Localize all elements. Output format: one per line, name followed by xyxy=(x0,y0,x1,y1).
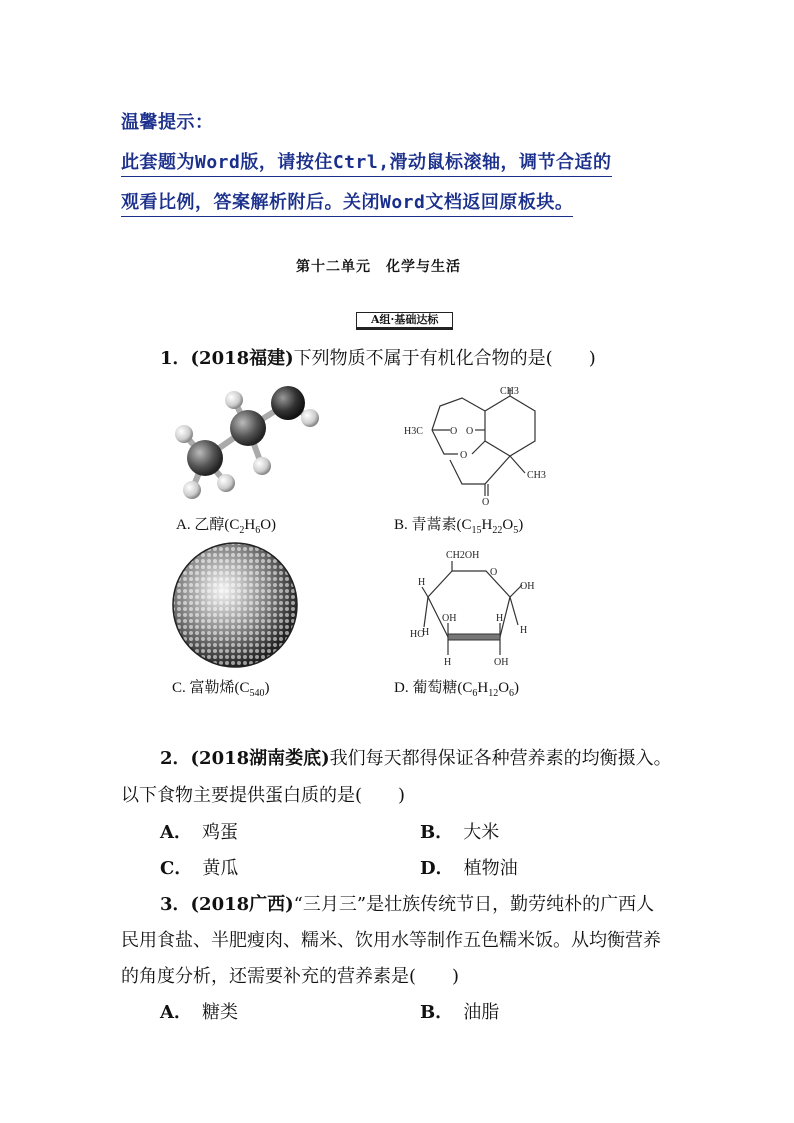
fd-5: 6 xyxy=(509,688,515,699)
question-1-stem: 下列物质不属于有机化合物的是( ) xyxy=(293,348,596,369)
g-oh-1: OH xyxy=(520,581,535,592)
option-d-label: D. 葡萄糖 xyxy=(394,680,458,696)
question-3-stem-2: 民用食盐、半肥瘦肉、糯米、饮用水等制作五色糯米饭。从均衡营养 xyxy=(121,930,661,951)
q2-option-a xyxy=(160,818,238,844)
q2-option-c-key: C． xyxy=(160,858,193,879)
option-c-label: C. 富勒烯 xyxy=(172,680,235,696)
label-o-1: O xyxy=(450,426,458,437)
fb-2: H xyxy=(481,517,493,533)
q2-option-c-text: 黄瓜 xyxy=(202,858,239,879)
q2-option-b-text: 大米 xyxy=(463,822,500,843)
q2-option-d-key: D． xyxy=(420,858,454,879)
artemisinin-structure xyxy=(400,378,570,508)
g-oh-2: OH xyxy=(442,613,457,624)
fa-1: 2 xyxy=(239,525,245,536)
option-b-caption: B. 青蒿素$(C_{15}H_{22}O_5)$ xyxy=(394,517,524,536)
g-ch2oh: CH2OH xyxy=(446,550,480,561)
question-2-source: (2018湖南娄底) xyxy=(190,748,330,769)
q2-option-b-key: B． xyxy=(420,822,454,843)
fb-1: 15 xyxy=(471,525,482,536)
ethanol-model-image xyxy=(170,378,330,508)
question-3-stem-1: “三月三”是壮族传统节日，勤劳纯朴的广西人 xyxy=(293,894,655,915)
q2-option-d-text: 植物油 xyxy=(463,858,518,879)
glucose-structure xyxy=(404,545,554,675)
question-3 xyxy=(160,890,654,916)
g-o-ring: O xyxy=(490,567,498,578)
q2-option-a-key: A． xyxy=(160,822,192,843)
fd-2: H xyxy=(477,680,489,696)
tip-title: 温馨提示： xyxy=(121,112,214,133)
tip-line-1: 此套题为Word版，请按住Ctrl,滑动鼠标滚轴，调节合适的 xyxy=(121,148,612,177)
label-ch3-top: CH3 xyxy=(500,386,519,397)
q3-option-b xyxy=(420,998,499,1024)
question-2-number: 2． xyxy=(160,748,191,769)
q3-option-a xyxy=(160,998,238,1024)
label-o-3: O xyxy=(460,450,468,461)
unit-title: 第十二单元 化学与生活 xyxy=(296,259,461,275)
option-b-label: B. 青蒿素 xyxy=(394,517,457,533)
question-3-source: (2018广西) xyxy=(190,894,294,915)
question-3-number: 3． xyxy=(160,894,191,915)
q3-option-a-key: A． xyxy=(160,1002,192,1023)
label-o-2: O xyxy=(466,426,474,437)
fa-2: H xyxy=(244,517,256,533)
fullerene-image xyxy=(170,540,300,670)
label-h3c: H3C xyxy=(404,426,423,437)
option-a-label: A. 乙醇 xyxy=(176,517,225,533)
label-ch3-right: CH3 xyxy=(527,470,546,481)
g-oh-3: OH xyxy=(494,657,509,668)
g-h-4: H xyxy=(444,657,452,668)
fb-0: C xyxy=(461,517,472,533)
g-ho: HO xyxy=(410,629,425,640)
question-3-stem-3: 的角度分析，还需要补充的营养素是( ) xyxy=(121,966,460,987)
fb-5: 5 xyxy=(513,525,519,536)
q2-option-d xyxy=(420,854,518,880)
fd-4: O xyxy=(498,680,510,696)
fc-1: 540 xyxy=(249,688,265,699)
q3-option-a-text: 糖类 xyxy=(201,1002,238,1023)
question-2-stem-1: 我们每天都得保证各种营养素的均衡摄入。 xyxy=(329,748,672,769)
tip-line-2: 观看比例，答案解析附后。关闭Word文档返回原板块。 xyxy=(121,188,573,217)
fd-0: C xyxy=(462,680,473,696)
g-h-1: H xyxy=(418,577,426,588)
option-a-caption: A. 乙醇$(C_2H_6O)$ xyxy=(176,517,277,536)
fb-4: O xyxy=(502,517,514,533)
q3-option-b-text: 油脂 xyxy=(463,1002,500,1023)
fb-3: 22 xyxy=(492,525,503,536)
group-label: A组·基础达标 xyxy=(356,312,453,328)
fa-3: 6 xyxy=(255,525,261,536)
question-1-number: 1． xyxy=(160,348,191,369)
question-1-source: (2018福建) xyxy=(190,348,294,369)
option-c-caption: C. 富勒烯$(C_{540})$ xyxy=(172,680,270,699)
fa-4: O xyxy=(260,517,272,533)
g-h-3: H xyxy=(496,613,504,624)
g-h-2: H xyxy=(422,627,430,638)
question-1 xyxy=(160,344,596,370)
label-o-4: O xyxy=(482,497,490,508)
q3-option-b-key: B． xyxy=(420,1002,454,1023)
q2-option-b xyxy=(420,818,499,844)
g-h-5: H xyxy=(520,625,528,636)
fc-0: C xyxy=(239,680,250,696)
question-2 xyxy=(160,744,672,770)
q2-option-a-text: 鸡蛋 xyxy=(201,822,238,843)
q2-option-c xyxy=(160,854,238,880)
option-d-caption: D. 葡萄糖$(C_6H_{12}O_6)$ xyxy=(394,680,520,699)
fa-0: C xyxy=(229,517,240,533)
fd-3: 12 xyxy=(488,688,499,699)
fd-1: 6 xyxy=(472,688,478,699)
question-2-stem-2: 以下食物主要提供蛋白质的是( ) xyxy=(121,785,406,806)
